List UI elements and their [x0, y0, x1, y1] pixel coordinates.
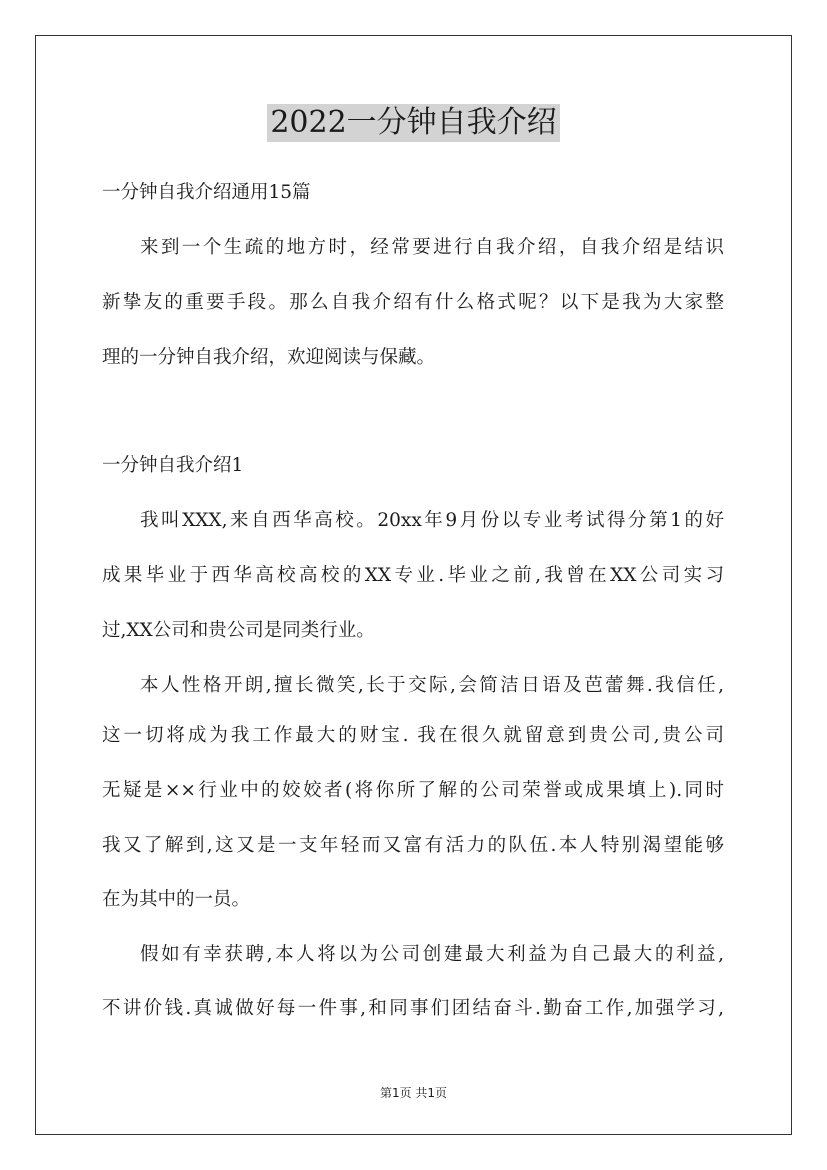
- para2-line-1: 本人性格开朗,擅长微笑,长于交际,会简洁日语及芭蕾舞.我信任,: [140, 675, 724, 696]
- para3-line-1: 假如有幸获聘,本人将以为公司创建最大利益为自己最大的利益,: [140, 944, 724, 965]
- page-footer: 第1页 共1页: [379, 1086, 448, 1100]
- para2-line-2: 这一切将成为我工作最大的财宝. 我在很久就留意到贵公司,贵公司: [102, 725, 724, 746]
- subtitle: 一分钟自我介绍通用15篇: [102, 182, 311, 203]
- para1-line-1: 我叫XXX,来自西华高校。20xx年9月份以专业考试得分第1的好: [140, 510, 724, 531]
- section-heading: 一分钟自我介绍1: [102, 455, 244, 476]
- intro-line-1: 来到一个生疏的地方时，经常要进行自我介绍，自我介绍是结识: [140, 237, 724, 258]
- para1-line-2: 成果毕业于西华高校高校的XX专业.毕业之前,我曾在XX公司实习: [102, 565, 724, 586]
- para2-line-5: 在为其中的一员。: [102, 889, 251, 910]
- para2-line-3: 无疑是××行业中的姣姣者(将你所了解的公司荣誉或成果填上).同时: [102, 780, 724, 801]
- para2-line-4: 我又了解到,这又是一支年轻而又富有活力的队伍.本人特别渴望能够: [102, 835, 724, 856]
- document-title: 2022一分钟自我介绍: [267, 104, 559, 142]
- para1-line-3: 过,XX公司和贵公司是同类行业。: [102, 620, 375, 641]
- title-container: [0, 104, 827, 142]
- intro-line-2: 新挚友的重要手段。那么自我介绍有什么格式呢？以下是我为大家整: [102, 292, 724, 313]
- intro-line-3: 理的一分钟自我介绍，欢迎阅读与保藏。: [102, 347, 436, 368]
- para3-line-2: 不讲价钱.真诚做好每一件事,和同事们团结奋斗.勤奋工作,加强学习,: [102, 998, 724, 1019]
